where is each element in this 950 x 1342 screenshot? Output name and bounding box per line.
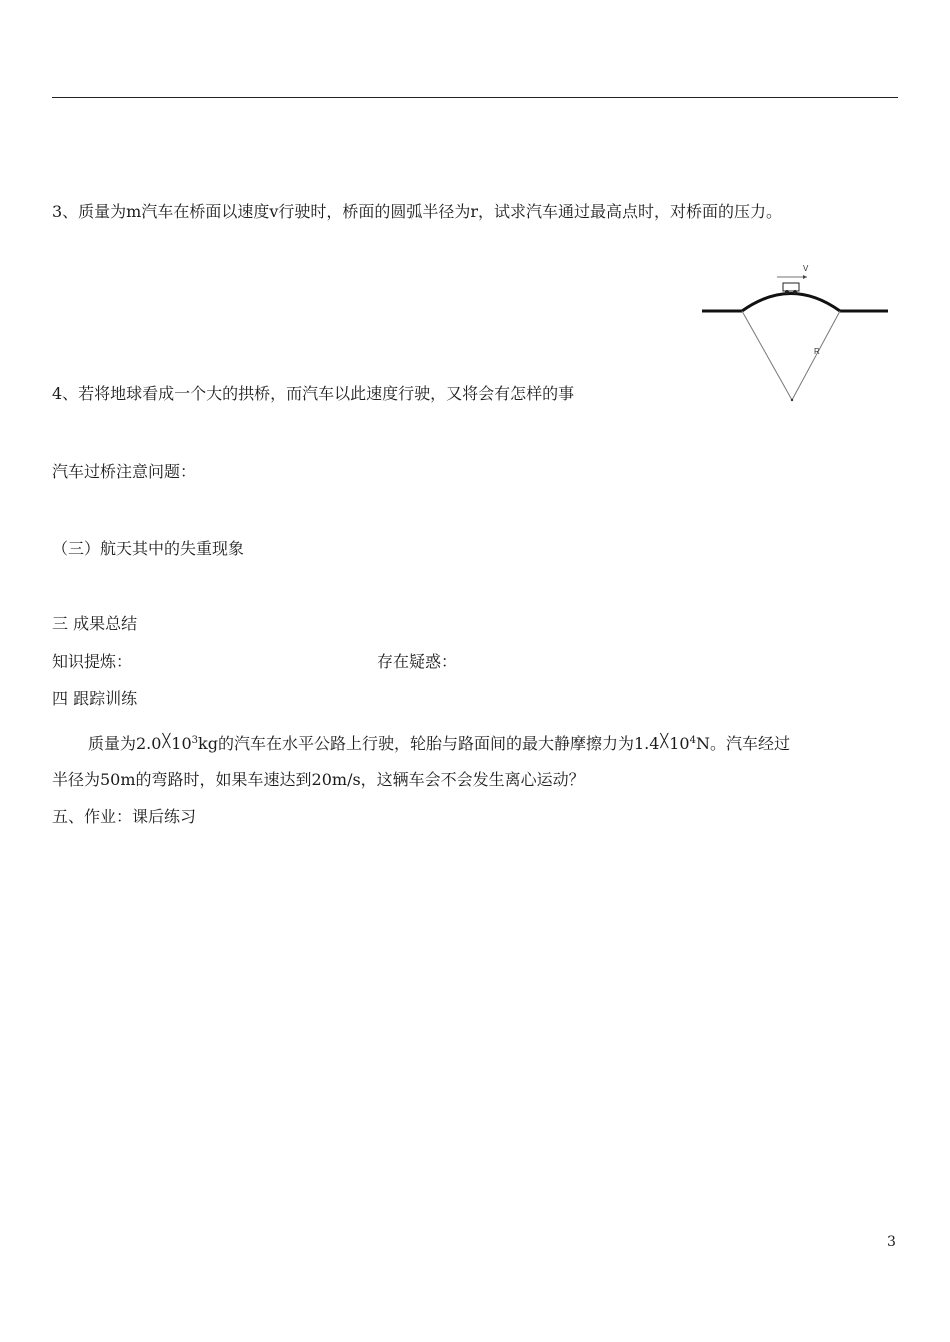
question-3: 3、质量为m汽车在桥面以速度v行驶时，桥面的圆弧半径为r，试求汽车通过最高点时，对桥面的压力。: [52, 202, 783, 221]
center-point: [791, 399, 793, 401]
radius-label: R: [814, 347, 820, 356]
bridge-arch: [742, 294, 840, 312]
training-heading: 四 跟踪训练: [52, 689, 138, 708]
velocity-label: V: [803, 264, 809, 273]
question-4: 4、若将地球看成一个大的拱桥，而汽车以此速度行驶，又将会有怎样的事: [52, 384, 575, 403]
header-rule: [52, 97, 898, 98]
bridge-note: 汽车过桥注意问题：: [52, 462, 197, 481]
section-weightlessness: （三）航天其中的失重现象: [52, 539, 245, 558]
knowledge-label: 知识提炼：: [52, 652, 133, 671]
training-problem-line-2: 半径为50m的弯路时，如果车速达到20m/s，这辆车会不会发生离心运动？: [52, 770, 585, 789]
page-number: 3: [887, 1234, 896, 1250]
doubts-label: 存在疑惑：: [377, 652, 458, 671]
training-problem-line-1: 质量为$2.0^╳10^3kg$的汽车在水平公路上行驶，轮胎与路面间的最大静摩擦力为$1.4^╳10^4N$。汽车经过: [88, 734, 790, 753]
radius-line-left: [742, 311, 792, 400]
bridge-diagram: [700, 260, 892, 406]
velocity-arrow-icon: [777, 275, 807, 279]
summary-heading: 三 成果总结: [52, 614, 138, 633]
homework: 五、作业：课后练习: [52, 807, 197, 826]
